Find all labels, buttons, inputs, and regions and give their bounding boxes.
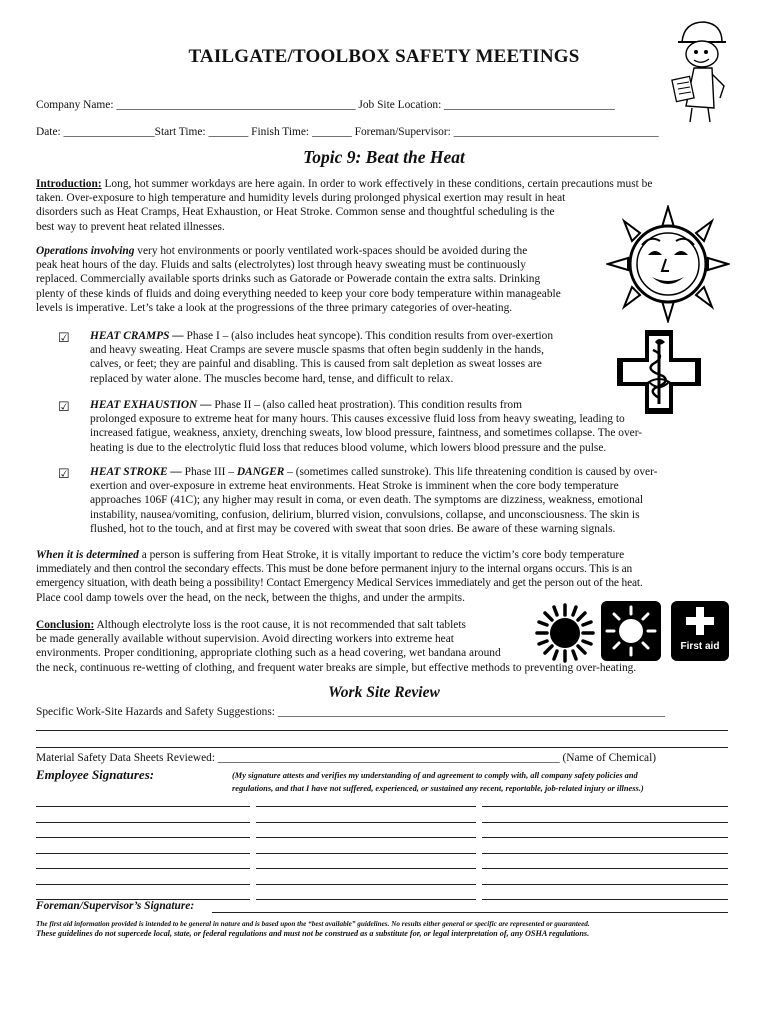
employee-signature-line[interactable] (482, 822, 728, 823)
conclusion-line: Although electrolyte loss is the root cause, it is not recommended that salt tablets (94, 619, 466, 631)
employee-signature-line[interactable] (256, 884, 476, 885)
employee-signature-line[interactable] (256, 853, 476, 854)
operations-line: peak heat hours of the day. Fluids and salts (electrolytes) lost through heavy sweating must be continuously (36, 259, 526, 272)
first-aid-icon (671, 601, 729, 661)
heat-stroke-item (90, 465, 732, 536)
operations-line: levels is imperative. Let’s take a look at the progressions of the three primary categories of over-heating. (36, 301, 513, 314)
conclusion-line: the neck, continuous re-wetting of clothing, and frequent water breaks are simple, but effective methods to preventing over-heating. (36, 661, 637, 674)
disclaimer-line: These guidelines do not supercede local, state, or federal regulations and must not be construed as a substitute for, or legal interpretation of, any OSHA regulations. (36, 929, 590, 938)
employee-signature-line[interactable] (36, 822, 250, 823)
employee-signature-line[interactable] (256, 837, 476, 838)
conclusion-line: be made generally available without supervision. Avoid directing workers into extreme heat (36, 633, 454, 646)
work-site-review-heading: Work Site Review (328, 684, 440, 701)
employee-signature-line[interactable] (482, 837, 728, 838)
determined-line: Place cool damp towels over the head, on the neck, between the thighs, and under the armpits. (36, 591, 465, 604)
employee-signature-line[interactable] (36, 853, 250, 854)
determined-line: a person is suffering from Heat Stroke, it is vitally important to reduce the victim’s core body temperature (138, 549, 625, 561)
heat-stroke-checkbox-icon: ☑ (58, 466, 70, 481)
heat-stroke-line: approaches 106F (41C); any higher may result in coma, or even death. The symptoms are dizziness, weakness, emotional (90, 494, 644, 507)
attestation-text (232, 769, 732, 795)
operations-line: plenty of these kinds of fluids and doing everything needed to keep your core body temperature within manageable (36, 287, 561, 300)
determined-line: emergency situation, with death being a possibility! Contact Emergency Medical Services immediately and get the person out of the heat. (36, 577, 643, 590)
topic-heading: Topic 9: Beat the Heat (303, 147, 465, 167)
danger-label: DANGER (236, 466, 285, 478)
hazards-blank-line[interactable] (36, 747, 728, 748)
intro-line: taken. Over-exposure to high temperature and humidity levels during prolonged physical exertion may result in heat (36, 192, 566, 205)
employee-signature-line[interactable] (256, 806, 476, 807)
introduction-label: Introduction: (36, 178, 102, 190)
heat-exhaustion-checkbox-icon: ☑ (58, 399, 70, 414)
operations-paragraph (36, 244, 616, 315)
employee-signature-line[interactable] (256, 899, 476, 900)
company-jobsite-field-row[interactable]: Company Name: __________________________________________ Job Site Location: ______________________________ (36, 99, 615, 111)
intro-line: best way to prevent heat related illnesses. (36, 220, 225, 233)
heat-exhaustion-line: Phase II – (also called heat prostration). This condition results from (211, 399, 522, 411)
heat-stroke-line: instability, nausea/vomiting, confusion, delirium, blurred vision, convulsions, collapse, and unconsciousness. The skin is (90, 508, 640, 521)
intro-line: Long, hot summer workdays are here again. In order to work effectively in these conditions, certain precautions must be (101, 178, 653, 190)
heat-cramps-line: and heavy sweating. Heat Cramps are severe muscle spasms that often begin suddenly in the hands, (90, 344, 544, 357)
heat-exhaustion-line: prolonged exposure to extreme heat for many hours. This causes excessive fluid loss from heavy sweating, leading to (90, 413, 625, 426)
black-sun-icon (535, 603, 595, 663)
first-aid-cross-icon (686, 607, 714, 635)
attestation-line: regulations, and that I have not suffered, experienced, or sustained any recent, reportable, job-related injury or illness.) (232, 784, 644, 793)
heat-exhaustion-item (90, 398, 732, 455)
heat-stroke-label: HEAT STROKE — (90, 466, 182, 478)
employee-signature-line[interactable] (482, 899, 728, 900)
disclaimer-line: The first aid information provided is intended to be general in nature and is based upon the “best available” guidelines. No results either general or specific are represented or guaranteed. (36, 920, 590, 928)
conclusion-line: environments. Proper conditioning, appropriate clothing such as a head covering, wet bandana around (36, 647, 501, 660)
employee-signature-line[interactable] (36, 868, 250, 869)
date-time-foreman-field-row[interactable]: Date: ________________Start Time: _______ Finish Time: _______ Foreman/Supervisor: ____________________________________ (36, 126, 659, 138)
heat-exhaustion-line: increased fatigue, weakness, anxiety, drenching sweats, low blood pressure, faintness, and sometimes collapse. The over- (90, 427, 643, 440)
heat-stroke-line: Phase III – (181, 466, 237, 478)
determined-line: immediately and then control the secondary effects. This must be done before permanent injury to the internal organs occurs. This is an (36, 563, 633, 576)
heat-stroke-line: exertion and over-exposure in extreme heat environments. Heat Stroke is imminent when the core body temperature (90, 480, 619, 493)
employee-signature-line[interactable] (36, 806, 250, 807)
heat-exhaustion-line: heating is due to the electrolytic fluid loss that reduces blood volume, which lowers blood pressure and the pulse. (90, 441, 607, 454)
intro-line: disorders such as Heat Cramps, Heat Exhaustion, or Heat Stroke. Common sense and thoughtful scheduling is the (36, 206, 555, 219)
employee-signature-line[interactable] (36, 884, 250, 885)
employee-signature-line[interactable] (482, 884, 728, 885)
employee-signature-line[interactable] (256, 822, 476, 823)
heat-stroke-response-paragraph (36, 548, 736, 605)
employee-signatures-label: Employee Signatures: (36, 767, 155, 782)
heat-cramps-checkbox-icon: ☑ (58, 330, 70, 345)
hazards-blank-line[interactable] (36, 730, 728, 731)
determined-label: When it is determined (36, 549, 139, 561)
hazards-field[interactable]: Specific Work-Site Hazards and Safety Suggestions: ____________________________________________________________________ (36, 706, 666, 718)
operations-label: Operations involving (36, 245, 135, 257)
heat-cramps-line: Phase I – (also includes heat syncope). This condition results from over-exertion (183, 330, 554, 342)
foreman-signature-line[interactable] (212, 912, 728, 913)
msds-field[interactable]: Material Safety Data Sheets Reviewed: ____________________________________________________________ (Name of Chemical) (36, 752, 657, 764)
operations-line: replaced. Commercially available sports drinks such as Gatorade or Powerade contain the extra salts. Drinking (36, 273, 541, 286)
heat-exhaustion-label: HEAT EXHAUSTION — (90, 399, 212, 411)
employee-signature-line[interactable] (482, 806, 728, 807)
employee-signature-line[interactable] (482, 868, 728, 869)
heat-cramps-item (90, 329, 610, 386)
heat-cramps-line: calves, or feet; they are painful and disabling. This is caused from salt depletion as sweat losses are (90, 358, 542, 371)
attestation-line: (My signature attests and verifies my understanding of and agreement to comply with, all company safety policies and (232, 771, 638, 780)
heat-cramps-line: replaced by water alone. The muscles become hard, tense, and difficult to relax. (90, 372, 454, 385)
employee-signature-line[interactable] (482, 853, 728, 854)
sun-square-icon (601, 601, 661, 661)
heat-stroke-line: flushed, hot to the touch, and at first may be covered with sweat that soon dries. Be aware of these warning signals. (90, 522, 616, 535)
operations-line: very hot environments or poorly ventilated work-spaces should be avoided during the (134, 245, 528, 257)
sun-face-illustration (606, 205, 730, 323)
first-aid-label: First aid (680, 641, 720, 652)
employee-signature-line[interactable] (36, 837, 250, 838)
heat-cramps-label: HEAT CRAMPS — (90, 330, 184, 342)
foreman-signature-label: Foreman/Supervisor’s Signature: (36, 900, 195, 912)
heat-stroke-line: – (sometimes called sunstroke). This life threatening condition is caused by over- (284, 466, 658, 478)
employee-signature-line[interactable] (256, 868, 476, 869)
conclusion-label: Conclusion: (36, 619, 95, 631)
page-title: TAILGATE/TOOLBOX SAFETY MEETINGS (188, 46, 580, 67)
